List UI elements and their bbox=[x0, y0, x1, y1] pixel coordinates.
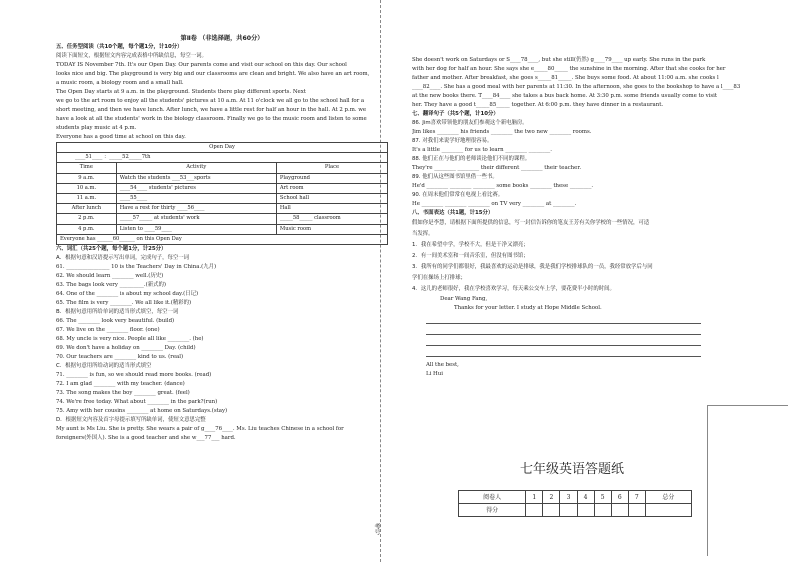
question-line: 68. My uncle is very nice. People all like ________. (he) bbox=[56, 335, 204, 342]
table-cell: 2 p.m. bbox=[57, 214, 117, 224]
score-input-cell[interactable] bbox=[526, 504, 543, 517]
question-line: 72. I am glad ________ with my teacher. (dance) bbox=[56, 380, 185, 387]
translation-line: It's a little ________ for us to learn ________ ________. bbox=[412, 147, 552, 153]
table-cell: _____58_____ classroom bbox=[276, 214, 387, 224]
table-cell: 4 bbox=[577, 491, 594, 504]
answer-line[interactable] bbox=[426, 324, 701, 335]
answer-line[interactable] bbox=[426, 346, 701, 357]
table-cell: Watch the students ___53___sports bbox=[116, 173, 276, 183]
question-line: 75. Amy with her cousins ________ at home on Saturdays.(stay) bbox=[56, 407, 228, 414]
passage-line: we go to the art room to enjoy all the students' pictures at 10 a.m. At 11 o'clock we all go to the school hall for a bbox=[56, 98, 365, 104]
question-line: 65. The film is very ________. We all like it.(精彩的) bbox=[56, 299, 192, 306]
passage-line: foreigners(外国人). She is a good teacher and she w___77___ hard. bbox=[56, 434, 236, 441]
instruction-line: 当发挥。 bbox=[412, 231, 434, 237]
passage-line: ____82____. She has a good meal with her parents at 11:30. In the afternoon, she goes to the bookshop to have a l____83 bbox=[412, 84, 741, 90]
translation-line: Jim likes ________ his friends ________ the two new ________ rooms. bbox=[412, 129, 592, 135]
table-cell: 2 bbox=[543, 491, 560, 504]
table-cell: Art room bbox=[276, 183, 387, 193]
instruction-line: 2．有一间美术室和一间音乐室，但没有图书馆； bbox=[412, 253, 529, 259]
part-two-title: 第Ⅱ卷 （非选择题，共60分） bbox=[180, 35, 264, 42]
passage-line: a music room, a biology room and a small hall. bbox=[56, 80, 184, 86]
passage-line: looks nice and big. The playground is very big and our classrooms are clean and bright. We also have an art room, bbox=[56, 71, 370, 77]
score-input-cell[interactable] bbox=[645, 504, 691, 517]
table-cell: Hall bbox=[276, 204, 387, 214]
table-cell: After lunch bbox=[57, 204, 117, 214]
table-row bbox=[57, 214, 388, 224]
table-row bbox=[57, 183, 388, 193]
table-row bbox=[57, 224, 388, 234]
section-6a-instructions: A．根据句意和汉语提示写出单词，完成句子，每空一词 bbox=[56, 254, 190, 261]
table-date-row: ____51____ ：_____52_____7th bbox=[57, 153, 388, 163]
question-line: 70. Our teachers are ________ kind to us. (real) bbox=[56, 353, 184, 360]
binding-label: 考号 bbox=[373, 523, 380, 535]
score-input-cell[interactable] bbox=[577, 504, 594, 517]
section-6-title: 六、词汇（共25个题，每个题1分，计25分） bbox=[56, 245, 167, 252]
table-cell: 9 a.m. bbox=[57, 173, 117, 183]
table-cell: Playground bbox=[276, 173, 387, 183]
instruction-line: 学们在操场上打排球； bbox=[412, 275, 466, 281]
question-line: 67. We live on the ________ floor. (one) bbox=[56, 326, 160, 333]
passage-line: The Open Day starts at 9 a.m. in the playground. Students there play different sports. Next bbox=[56, 89, 306, 95]
table-cell: 得分 bbox=[459, 504, 526, 517]
table-cell: 总分 bbox=[645, 491, 691, 504]
table-cell: 6 bbox=[611, 491, 628, 504]
section-6c-instructions: C．根据句意用所给动词的适当形式填空 bbox=[56, 362, 152, 369]
question-line: 71. ________ is fun, so we should read more books. (read) bbox=[56, 371, 212, 378]
table-cell: Listen to ____59____ bbox=[116, 224, 276, 234]
passage-line: Everyone has a good time at school on this day. bbox=[56, 134, 186, 140]
open-day-table bbox=[56, 142, 388, 245]
question-line: 63. The bags look very _________.(新式的) bbox=[56, 281, 166, 288]
score-input-cell[interactable] bbox=[560, 504, 577, 517]
question-line: 74. We're free today. What about ________ in the park?(run) bbox=[56, 398, 218, 405]
letter-first-line: Thanks for your letter. I study at Hope Middle School. bbox=[454, 305, 602, 311]
passage-line: short meeting, and then we have lunch. After lunch, we have a little rest for half an hour in the hall. At 2 p.m. we bbox=[56, 107, 367, 113]
translation-line: 89. 他们从这些图书馆里借一些书。 bbox=[412, 174, 498, 180]
score-input-cell[interactable] bbox=[543, 504, 560, 517]
reading-passage bbox=[56, 61, 388, 142]
table-cell: 阅卷人 bbox=[459, 491, 526, 504]
table-row bbox=[57, 193, 388, 203]
passage-line: at the new books there. T____84____ she takes a bus back home. At 3:30 p.m. some friends usually come to visit bbox=[412, 93, 718, 99]
page-corner-bracket bbox=[707, 405, 788, 556]
table-cell: 4 p.m. bbox=[57, 224, 117, 234]
table-row bbox=[57, 204, 388, 214]
table-cell: 1 bbox=[526, 491, 543, 504]
passage-line: with her dog for half an hour. She says she e_____80_____ the sunshine in the morning. After that she cooks for her bbox=[412, 66, 726, 72]
score-table bbox=[458, 490, 692, 517]
table-cell: 3 bbox=[560, 491, 577, 504]
passage-line: My aunt is Ms Liu. She is pretty. She wears a pair of g____76____. Ms. Liu teaches Chinese in a school for bbox=[56, 425, 344, 432]
question-line: 61. ________________ 10 is the Teachers' Day in China.(九月) bbox=[56, 263, 217, 270]
answer-line[interactable] bbox=[426, 335, 701, 346]
table-col-place: Place bbox=[276, 163, 387, 173]
passage-line: her. They have a good t_____85_____ together. At 6:00 p.m. they have dinner in a restaurant. bbox=[412, 102, 664, 108]
question-line: 69. We don't have a holiday on ________ Day. (child) bbox=[56, 344, 196, 351]
letter-greeting: Dear Wang Fang, bbox=[440, 296, 488, 302]
translation-line: They're ________ ________ their different ________ their teacher. bbox=[412, 165, 582, 171]
instruction-line: 3．我所有的同学们都很好，我最喜欢的运动是排球，我是我们学校排球队的一员，我经常放学后与同 bbox=[412, 264, 653, 270]
table-row bbox=[459, 504, 692, 517]
table-row bbox=[57, 173, 388, 183]
letter-signature: Li Hui bbox=[426, 371, 443, 377]
table-header: Open Day bbox=[57, 143, 388, 153]
passage-line: students play music at 4 p.m. bbox=[56, 125, 137, 131]
answer-line[interactable] bbox=[426, 313, 701, 324]
translation-line: 88. 他们正在与他们的老师谈论他们不同的课程。 bbox=[412, 156, 531, 162]
left-column bbox=[56, 0, 388, 443]
score-input-cell[interactable] bbox=[628, 504, 645, 517]
table-cell: _____57_____ at students' work bbox=[116, 214, 276, 224]
right-column bbox=[412, 56, 742, 379]
table-cell: 10 a.m. bbox=[57, 183, 117, 193]
passage-line: She doesn't work on Saturdays or S____78____, but she still(仍然) g____79____ up early. She runs in the park bbox=[412, 57, 706, 63]
table-cell: School hall bbox=[276, 193, 387, 203]
question-line: 62. We should learn ________ well.(历史) bbox=[56, 272, 164, 279]
passage-line: have a look at all the students' work in the biology classroom. Finally we go to the music room and listen to some bbox=[56, 116, 367, 122]
instruction-line: 1．我在希望中学，学校不大，但是干净又漂亮； bbox=[412, 242, 529, 248]
section-7-title: 七、翻译句子（共5个题，计10分） bbox=[412, 111, 499, 117]
question-line: 73. The song makes the boy ________ great. (feel) bbox=[56, 389, 190, 396]
instruction-line: 4．这儿的老师很好，我在学校喜欢学习，每天乘公交车上学，要花费半小时的时间。 bbox=[412, 286, 615, 292]
passage-line: TODAY IS November 7th. It's our Open Day. Our parents come and visit our school on this day. Our school bbox=[56, 62, 347, 68]
translation-line: He ________ ________ ________ on TV very ________ at ________. bbox=[412, 201, 577, 207]
score-input-cell[interactable] bbox=[594, 504, 611, 517]
translation-line: 90. 在周末他们常常在电视上看比赛。 bbox=[412, 192, 504, 198]
table-cell: ____54____ students' pictures bbox=[116, 183, 276, 193]
passage-line: father and mother. After breakfast, she goes s_____81_____. She buys some food. At about 11:00 a.m. she cooks l bbox=[412, 75, 719, 81]
table-col-time: Time bbox=[57, 163, 117, 173]
question-line: 66. The ________ look very beautiful. (build) bbox=[56, 317, 175, 324]
table-cell: ____55____ bbox=[116, 193, 276, 203]
table-cell: Music room bbox=[276, 224, 387, 234]
question-line: 64. One of the ________ is about my school day.(日记) bbox=[56, 290, 199, 297]
table-cell: 7 bbox=[628, 491, 645, 504]
writing-instructions bbox=[412, 218, 742, 295]
translation-line: 86. Jim喜欢带领他的朋友们参观这个新电脑房。 bbox=[412, 120, 528, 126]
translation-line: 87. 对我们来说学好地理很容易。 bbox=[412, 138, 493, 144]
table-cell: 5 bbox=[594, 491, 611, 504]
answer-sheet-title: 七年级英语答题纸 bbox=[520, 462, 625, 477]
letter-closing: All the best, bbox=[426, 362, 459, 368]
translation-line: He'd ________ ________ ________ some books ________ these ________. bbox=[412, 183, 594, 189]
section-6d-instructions: D．根据短文内容及首字母提示填写所缺单词，使短文意思完整 bbox=[56, 416, 206, 423]
section-8-title: 八、书面表达（共1题，计15分） bbox=[412, 210, 494, 216]
section-5-instructions: 阅读下面短文，根据短文内容完成表格中所缺信息，每空一词。 bbox=[56, 53, 207, 59]
table-last-row: Everyone has ______60______ on this Open Day bbox=[57, 234, 388, 244]
table-cell: 11 a.m. bbox=[57, 193, 117, 203]
score-input-cell[interactable] bbox=[611, 504, 628, 517]
table-col-activity: Activity bbox=[116, 163, 276, 173]
table-cell: Have a rest for thirty ____56____ bbox=[116, 204, 276, 214]
table-row bbox=[459, 491, 692, 504]
section-5-title: 五、任务型阅读（共10个题，每个题1分，计10分） bbox=[56, 44, 183, 50]
instruction-line: 假如你是李慧，请根据下面所提供的信息，写一封信告诉你的笔友王芳有关你学校的一些情况，可适 bbox=[412, 220, 650, 226]
section-6b-instructions: B．根据句意用所给单词的适当形式填空，每空一词 bbox=[56, 308, 179, 315]
